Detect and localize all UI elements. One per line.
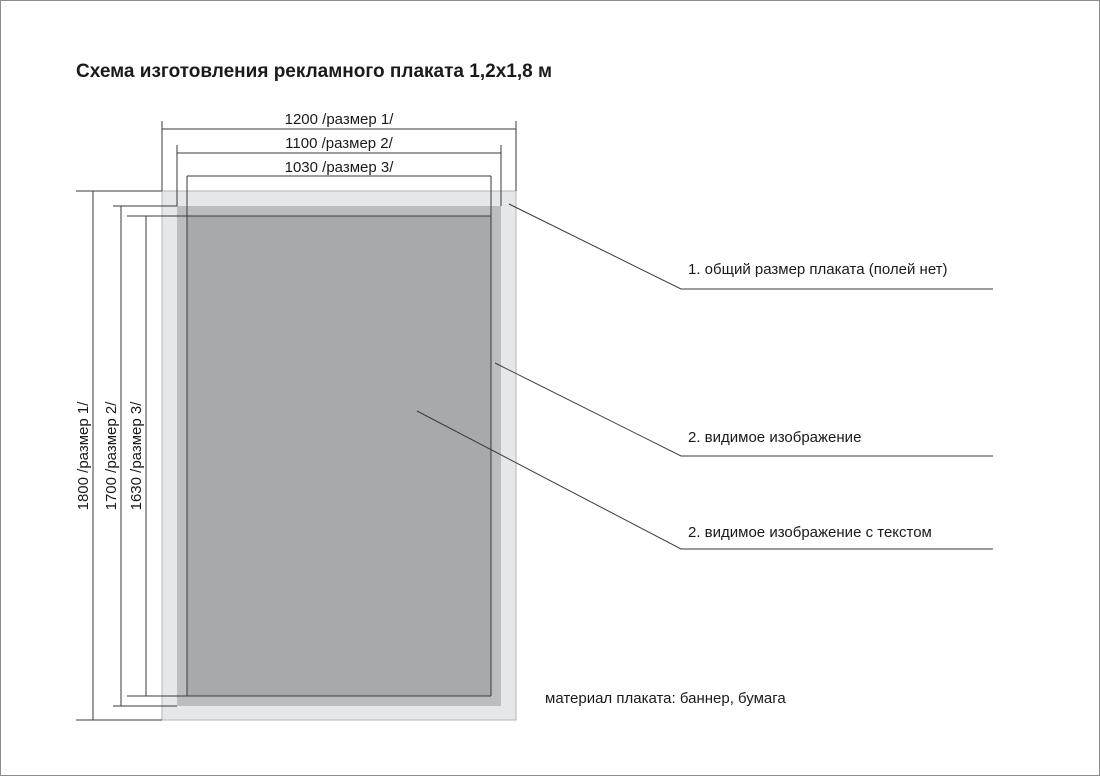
poster-scheme-diagram: [1, 1, 1099, 775]
callout-label-total-size: 1. общий размер плаката (полей нет): [688, 261, 948, 278]
width-dimension-label-2: 1100 /размер 2/: [285, 135, 393, 152]
width-dimension-label-1: 1200 /размер 1/: [284, 111, 394, 128]
material-note: материал плаката: баннер, бумага: [545, 690, 786, 707]
height-dimension-label-1: 1800 /размер 1/: [75, 401, 92, 511]
poster-text-area: [187, 216, 491, 696]
height-dimension-label-2: 1700 /размер 2/: [103, 401, 120, 511]
callout-label-visible-image-text: 2. видимое изображение с текстом: [688, 524, 932, 541]
callout-label-visible-image: 2. видимое изображение: [688, 429, 862, 446]
width-dimension-label-3: 1030 /размер 3/: [284, 159, 394, 176]
page-title: Схема изготовления рекламного плаката 1,2х1,8 м: [76, 61, 553, 82]
height-dimension-label-3: 1630 /размер 3/: [128, 401, 145, 511]
